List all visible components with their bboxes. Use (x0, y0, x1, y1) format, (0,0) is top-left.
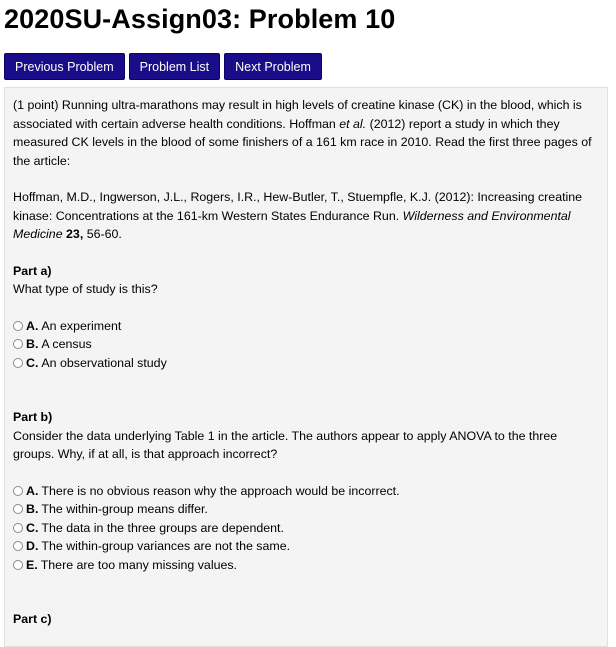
part-c-title: Part c) (13, 612, 52, 626)
option-text: The within-group variances are not the same. (41, 539, 291, 553)
part-b-option-a[interactable] (13, 482, 597, 501)
option-letter: D. (26, 539, 39, 553)
citation-authors: Hoffman, M.D., Ingwerson, J.L., Rogers, I.R., Hew-Butler, T., Stuempfle, K.J. (2012): Increasing creatine kinase: Concentrations at the 161-km Western States Endurance Run. (13, 190, 583, 223)
part-a-option-b[interactable] (13, 335, 597, 354)
citation-journal: Wilderness and Environmental Medicine (13, 208, 571, 241)
option-text: A census (41, 337, 92, 351)
problem-navigation (4, 53, 322, 80)
problem-list-button[interactable]: Problem List (129, 53, 220, 80)
page-title: 2020SU-Assign03: Problem 10 (4, 4, 396, 34)
article-citation (13, 188, 597, 244)
option-text: The data in the three groups are dependent. (41, 520, 284, 535)
part-b-option-c[interactable] (13, 519, 597, 538)
part-b-question: Consider the data underlying Table 1 in the article. The authors appear to apply ANOVA to the three groups. Why, if at all, is that approach incorrect? (13, 428, 558, 461)
problem-content (13, 96, 597, 629)
part-b-title: Part b) (13, 410, 53, 424)
radio-button[interactable] (13, 504, 23, 514)
radio-button[interactable] (13, 523, 23, 533)
option-letter: B. (26, 502, 39, 516)
part-b-option-b[interactable] (13, 500, 597, 519)
option-text: There is no obvious reason why the approach would be incorrect. (41, 483, 400, 498)
part-a-question: What type of study is this? (13, 282, 158, 296)
option-letter: B. (26, 337, 39, 351)
part-b-options (13, 482, 597, 575)
part-b-option-e[interactable] (13, 556, 597, 575)
intro-text: (1 point) Running ultra-marathons may result in high levels of creatine kinase (CK) in the blood, which is associated with certain adverse health conditions. Hoffman (13, 98, 582, 131)
citation-pages: 56-60. (83, 227, 122, 241)
option-text: The within-group means differ. (41, 502, 208, 516)
radio-button[interactable] (13, 321, 23, 331)
option-letter: E. (26, 557, 38, 572)
part-a-options (13, 317, 597, 373)
option-letter: C. (26, 520, 39, 535)
part-b-option-d[interactable] (13, 537, 597, 556)
option-letter: A. (26, 318, 39, 333)
part-a-option-c[interactable] (13, 354, 597, 373)
citation-volume: 23, (62, 227, 84, 241)
next-problem-button[interactable]: Next Problem (224, 53, 322, 80)
part-a-title: Part a) (13, 263, 52, 278)
problem-intro (13, 96, 597, 170)
problem-panel (4, 87, 608, 647)
part-a-option-a[interactable] (13, 317, 597, 336)
option-text: An experiment (41, 318, 122, 333)
radio-button[interactable] (13, 541, 23, 551)
option-text: There are too many missing values. (40, 557, 237, 572)
previous-problem-button[interactable]: Previous Problem (4, 53, 125, 80)
intro-text-end: (2012) report a study in which they measured CK levels in the blood of some finishers of a 161 km race in 2010. Read the first three pages of the article: (13, 116, 592, 168)
radio-button[interactable] (13, 339, 23, 349)
option-letter: A. (26, 483, 39, 498)
option-text: An observational study (41, 355, 167, 370)
radio-button[interactable] (13, 358, 23, 368)
radio-button[interactable] (13, 560, 23, 570)
option-letter: C. (26, 355, 39, 370)
radio-button[interactable] (13, 486, 23, 496)
intro-et-al: et al. (339, 116, 367, 131)
